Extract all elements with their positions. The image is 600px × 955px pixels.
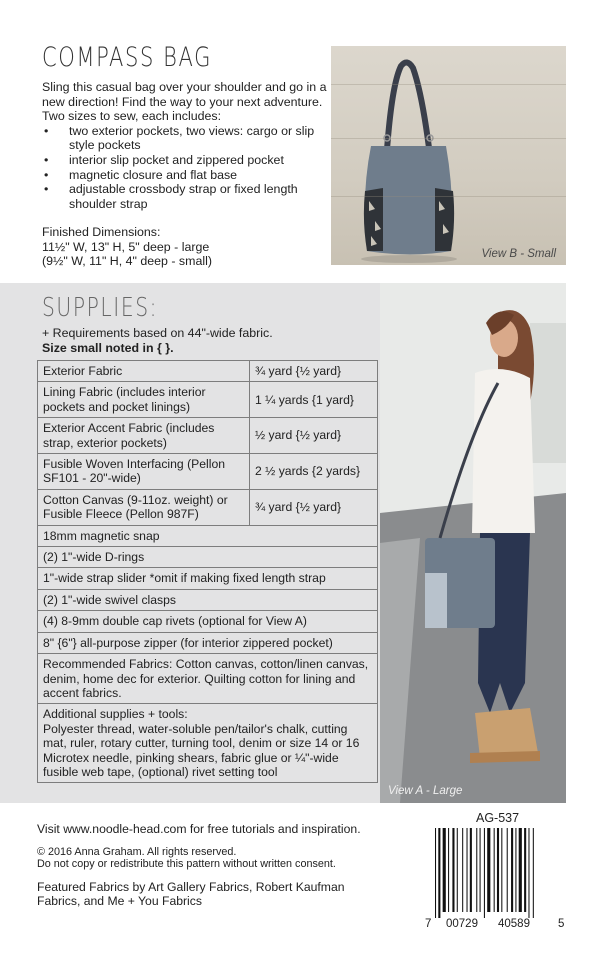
supplies-title: SUPPLIES: [42,293,159,323]
model-illustration [380,283,566,803]
feature-item: • magnetic closure and flat base [42,168,328,183]
barcode-bar [452,828,454,912]
table-row [38,418,378,454]
view-a-caption: View A - Large [388,785,463,797]
barcode-bar [467,828,468,912]
barcode-bar [494,828,495,912]
dimensions-label: Finished Dimensions: [42,225,161,239]
view-b-photo [331,46,566,265]
footer-featured: Featured Fabrics by Art Gallery Fabrics, Robert Kaufman Fabrics, and Me + You Fabrics [37,880,345,908]
table-row [38,382,378,418]
intro-text: Sling this casual bag over your shoulder and go in a new direction! Find the way to your next adventure. Two sizes to sew, each includes: [42,80,327,124]
supply-item: Fusible Woven Interfacing (Pellon SF101 - 20"-wide) [38,454,250,490]
product-code: AG-537 [476,811,520,825]
barcode-bar [515,828,516,912]
table-row [38,454,378,490]
table-row [38,489,378,525]
supply-item: (2) 1"-wide D-rings [38,547,378,568]
barcode-group-1: 00729 [446,918,478,930]
view-b-caption: View B - Small [481,248,556,260]
supply-item: 18mm magnetic snap [38,525,378,546]
footer-no-copy: Do not copy or redistribute this pattern without written consent. [37,858,336,870]
barcode-bar [448,828,449,912]
barcode [433,828,561,918]
table-row [38,654,378,704]
dimensions-large: 11½" W, 13" H, 5" deep - large [42,239,210,254]
supply-item: (4) 8-9mm double cap rivets (optional for View A) [38,611,378,632]
supply-item: Cotton Canvas (9-11oz. weight) or Fusible Fleece (Pellon 987F) [38,489,250,525]
finished-dimensions [42,225,328,269]
barcode-bar [435,828,436,918]
barcode-bar [533,828,534,918]
supply-quantity: 1 ¼ yards {1 yard} [250,382,378,418]
feature-list [42,124,328,212]
footer-copyright: © 2016 Anna Graham. All rights reserved. [37,846,237,858]
barcode-bar [470,828,472,912]
table-row [38,568,378,589]
barcode-bar [443,828,446,912]
barcode-bar [480,828,481,912]
dimensions-small: (9½" W, 11" H, 4" deep - small) [42,254,212,269]
barcode-bar [457,828,458,912]
feature-item: • two exterior pockets, two views: cargo or slip style pockets [42,124,328,153]
barcode-bar [497,828,499,912]
table-row [38,547,378,568]
supply-quantity: ¾ yard {½ yard} [250,489,378,525]
table-row [38,632,378,653]
barcode-bar [501,828,502,912]
requirements-text: + Requirements based on 44"-wide fabric. [42,326,273,340]
table-row [38,589,378,610]
table-row [38,704,378,783]
footer-visit: Visit www.noodle-head.com for free tutorials and inspiration. [37,822,361,836]
barcode-bar [487,828,490,912]
barcode-bar [462,828,463,912]
barcode-bar [519,828,522,912]
requirements-note [42,326,273,356]
supply-item: Lining Fabric (includes interior pockets and pocket linings) [38,382,250,418]
supply-quantity: ½ yard {½ yard} [250,418,378,454]
barcode-bar [528,828,529,918]
barcode-bar [476,828,477,912]
barcode-bar [438,828,440,918]
barcode-bar [484,828,485,918]
additional-supplies: Additional supplies + tools: Polyester thread, water-soluble pen/tailor's chalk, cutting mat, ruler, rotary cutter, turning tool, denim or size 14 or 16 Microtex needle, pinking shears, fabric glue or ¼"-wide fusible web tape, (optional) rivet setting tool [38,704,378,783]
supply-item: (2) 1"-wide swivel clasps [38,589,378,610]
supplies-table [37,360,378,783]
supply-item: 1"-wide strap slider *omit if making fixed length strap [38,568,378,589]
barcode-bar [507,828,508,912]
table-row [38,361,378,382]
footer-copyright-block [37,846,336,870]
intro-section [42,80,328,211]
supply-quantity: 2 ½ yards {2 yards} [250,454,378,490]
barcode-digit-right: 5 [558,918,565,930]
supply-item: Exterior Fabric [38,361,250,382]
table-row [38,611,378,632]
table-row [38,525,378,546]
feature-item: • adjustable crossbody strap or fixed length shoulder strap [42,182,328,211]
barcode-bar [511,828,513,912]
supply-item: Exterior Accent Fabric (includes strap, exterior pockets) [38,418,250,454]
supply-quantity: ¾ yard {½ yard} [250,361,378,382]
view-a-photo [380,283,566,803]
barcode-bar [524,828,526,912]
supply-item: 8" {6"} all-purpose zipper (for interior zippered pocket) [38,632,378,653]
bag-illustration-small [331,46,566,265]
barcode-group-2: 40589 [498,918,530,930]
requirements-size-note: Size small noted in { }. [42,341,174,355]
barcode-digit-left: 7 [425,918,432,930]
recommended-fabrics: Recommended Fabrics: Cotton canvas, cotton/linen canvas, denim, home dec for exterior. Quilting cotton for lining and accent fabrics. [38,654,378,704]
feature-item: • interior slip pocket and zippered pocket [42,153,328,168]
page-title: COMPASS BAG [42,42,212,73]
